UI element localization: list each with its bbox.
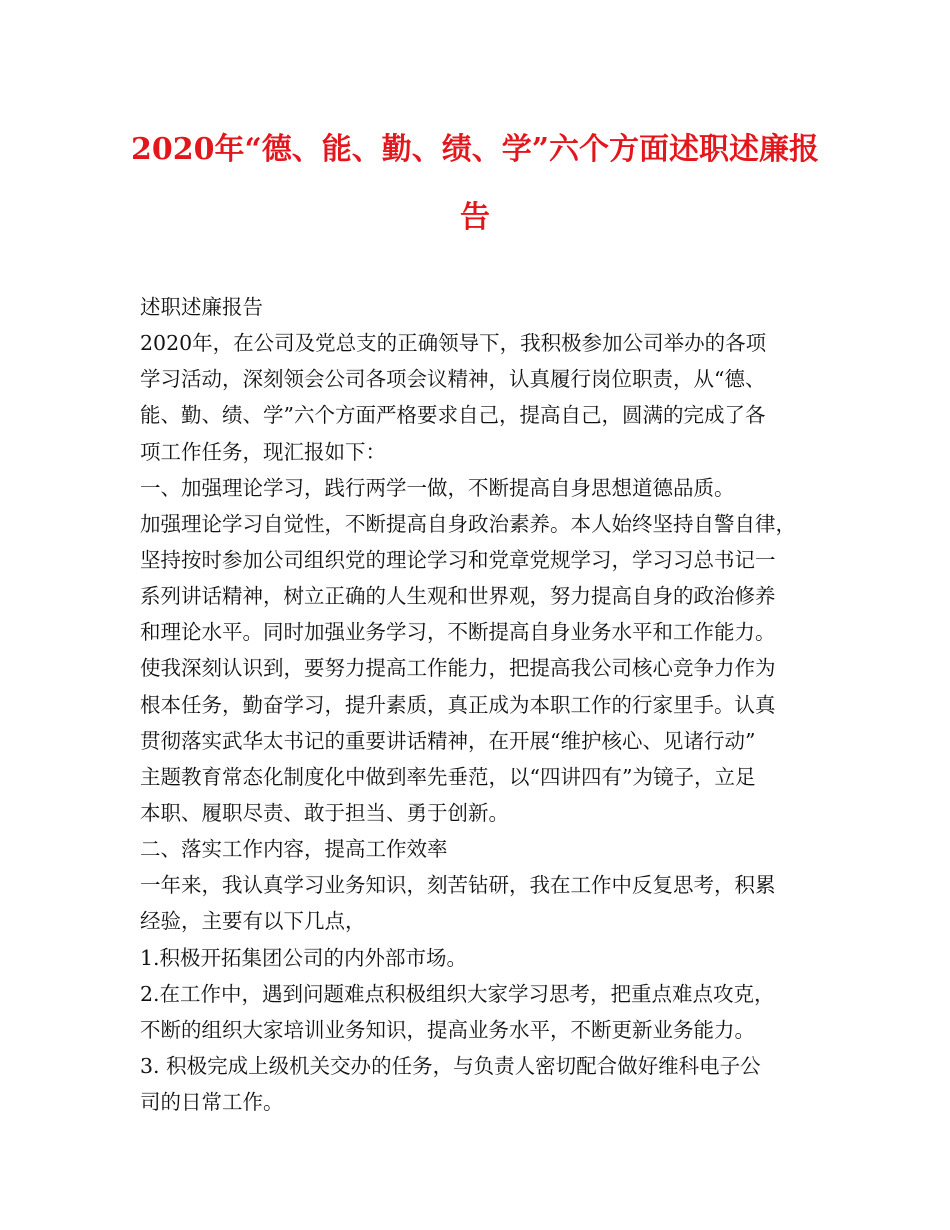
document-body bbox=[140, 289, 840, 1120]
document-title-line-2: 告 bbox=[460, 200, 490, 235]
paragraph-line: 和理论水平。同时加强业务学习，不断提高自身业务水平和工作能力。 bbox=[140, 620, 776, 645]
paragraph-line: 能、勤、绩、学”六个方面严格要求自己，提高自己，圆满的完成了各 bbox=[140, 403, 766, 428]
list-item: 1.积极开拓集团公司的内外部市场。 bbox=[140, 945, 468, 970]
paragraph-line: 一年来，我认真学习业务知识，刻苦钻研，我在工作中反复思考，积累 bbox=[140, 873, 776, 898]
paragraph-line: 使我深刻认识到，要努力提高工作能力，把提高我公司核心竞争力作为 bbox=[140, 656, 776, 681]
list-item: 2.在工作中，遇到问题难点积极组织大家学习思考，把重点难点攻克， bbox=[140, 981, 775, 1006]
paragraph-line: 主题教育常态化制度化中做到率先垂范，以“四讲四有”为镜子，立足 bbox=[140, 764, 756, 789]
paragraph-line: 贯彻落实武华太书记的重要讲话精神，在开展“维护核心、见诸行动” bbox=[140, 728, 756, 753]
section-heading: 一、加强理论学习，践行两学一做，不断提高自身思想道德品质。 bbox=[140, 475, 735, 500]
paragraph-line: 经验，主要有以下几点， bbox=[140, 909, 366, 934]
paragraph-line: 项工作任务，现汇报如下： bbox=[140, 439, 386, 464]
paragraph-line: 学习活动，深刻领会公司各项会议精神，认真履行岗位职责，从“德、 bbox=[140, 367, 766, 392]
paragraph-line: 司的日常工作。 bbox=[140, 1090, 284, 1115]
paragraph-line: 不断的组织大家培训业务知识，提高业务水平，不断更新业务能力。 bbox=[140, 1017, 755, 1042]
paragraph-line: 加强理论学习自觉性，不断提高自身政治素养。本人始终坚持自警自律， bbox=[140, 511, 796, 536]
paragraph-line: 系列讲话精神，树立正确的人生观和世界观，努力提高自身的政治修养 bbox=[140, 584, 776, 609]
document-title-line-1: 2020年“德、能、勤、绩、学”六个方面述职述廉报 bbox=[130, 132, 819, 167]
paragraph-line: 根本任务，勤奋学习，提升素质，真正成为本职工作的行家里手。认真 bbox=[140, 692, 776, 717]
paragraph-line: 2020年，在公司及党总支的正确领导下，我积极参加公司举办的各项 bbox=[140, 331, 767, 356]
section-heading: 述职述廉报告 bbox=[140, 295, 263, 319]
paragraph-line: 本职、履职尽责、敢于担当、勇于创新。 bbox=[140, 800, 509, 825]
list-item: 3. 积极完成上级机关交办的任务，与负责人密切配合做好维科电子公 bbox=[140, 1053, 761, 1078]
section-heading: 二、落实工作内容，提高工作效率 bbox=[140, 837, 448, 862]
paragraph-line: 坚持按时参加公司组织党的理论学习和党章党规学习，学习习总书记一 bbox=[140, 547, 776, 572]
